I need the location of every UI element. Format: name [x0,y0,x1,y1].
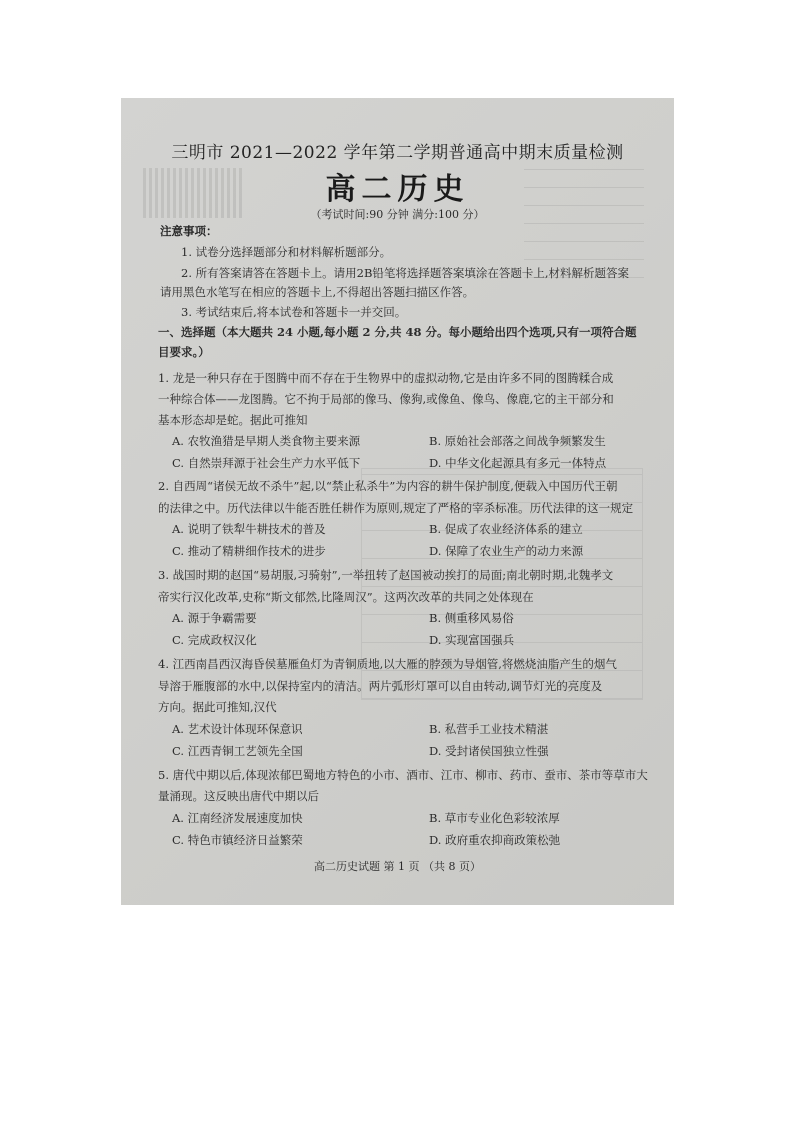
question-3-option-a: A. 源于争霸需要 [172,611,257,625]
question-4-option-d: D. 受封诸侯国独立性强 [429,744,549,758]
question-3-option-d: D. 实现富国强兵 [429,633,515,647]
question-4-option-a: A. 艺术设计体现环保意识 [172,722,303,736]
exam-title: 三明市 2021—2022 学年第二学期普通高中期末质量检测 [171,143,624,163]
question-1-option-d: D. 中华文化起源具有多元一体特点 [429,456,607,470]
question-1-text: 1. 龙是一种只存在于图腾中而不存在于生物界中的虚拟动物,它是由许多不同的图腾糅合成 [158,371,614,385]
notice-heading: 注意事项： [160,224,218,238]
question-5-option-c: C. 特色市镇经济日益繁荣 [172,833,303,847]
question-5-text: 量涌现。这反映出唐代中期以后 [158,789,319,803]
notice-line: 1. 试卷分选择题部分和材料解析题部分。 [181,245,392,259]
question-5-option-b: B. 草市专业化色彩较浓厚 [429,811,560,825]
question-3-option-c: C. 完成政权汉化 [172,633,257,647]
question-3-text: 帝实行汉化改革,史称“斯文郁然,比隆周汉”。这两次改革的共同之处体现在 [158,590,534,604]
question-1-text: 一种综合体——龙图腾。它不拘于局部的像马、像狗,或像鱼、像鸟、像鹿,它的主干部分和 [158,392,614,406]
question-2-option-d: D. 保障了农业生产的动力来源 [429,544,584,558]
question-5-option-a: A. 江南经济发展速度加快 [172,811,303,825]
question-1-option-b: B. 原始社会部落之间战争频繁发生 [429,434,606,448]
question-2-option-c: C. 推动了精耕细作技术的进步 [172,544,326,558]
question-1-option-a: A. 农牧渔猎是早期人类食物主要来源 [172,434,361,448]
question-4-option-c: C. 江西青铜工艺领先全国 [172,744,303,758]
question-5-text: 5. 唐代中期以后,体现浓郁巴蜀地方特色的小市、酒市、江市、柳市、药市、蚕市、茶市等草市大 [158,768,648,782]
question-5-option-d: D. 政府重农抑商政策松弛 [429,833,561,847]
question-2-text: 的法律之中。历代法律以牛能否胜任耕作为原则,规定了严格的宰杀标准。历代法律的这一规定 [158,501,634,515]
notice-line: 请用黑色水笔写在相应的答题卡上,不得超出答题扫描区作答。 [160,285,475,299]
notice-line: 2. 所有答案请答在答题卡上。请用2B铅笔将选择题答案填涂在答题卡上,材料解析题答案 [181,266,630,280]
notice-line: 3. 考试结束后,将本试卷和答题卡一并交回。 [181,305,407,319]
question-4-option-b: B. 私营手工业技术精湛 [429,722,549,736]
question-4-text: 4. 江西南昌西汉海昏侯墓雁鱼灯为青铜质地,以大雁的脖颈为导烟管,将燃烧油脂产生的烟气 [158,657,617,671]
page-footer: 高二历史试题 第 1 页 （共 8 页） [314,860,481,873]
section-heading: 一、选择题（本大题共 24 小题,每小题 2 分,共 48 分。每小题给出四个选项,只有一项符合题 [158,325,637,339]
question-2-text: 2. 自西周“诸侯无故不杀牛”起,以“禁止私杀牛”为内容的耕牛保护制度,便载入中国历代王朝 [158,479,618,493]
question-2-option-b: B. 促成了农业经济体系的建立 [429,522,583,536]
question-4-text: 导溶于雁腹部的水中,以保持室内的清洁。两片弧形灯罩可以自由转动,调节灯光的亮度及 [158,679,603,693]
question-1-text: 基本形态却是蛇。据此可推知 [158,413,308,427]
question-1-option-c: C. 自然崇拜源于社会生产力水平低下 [172,456,361,470]
question-4-text: 方向。据此可推知,汉代 [158,700,277,714]
question-2-option-a: A. 说明了铁犁牛耕技术的普及 [172,522,326,536]
exam-subject: 高二历史 [325,172,470,207]
section-heading: 目要求。） [158,345,210,359]
exam-meta: （考试时间:90 分钟 满分:100 分） [310,208,485,221]
question-3-option-b: B. 侧重移风易俗 [429,611,514,625]
exam-page-photo [121,98,674,905]
question-3-text: 3. 战国时期的赵国“易胡服,习骑射”,一举扭转了赵国被动挨打的局面;南北朝时期,北魏孝文 [158,568,614,582]
